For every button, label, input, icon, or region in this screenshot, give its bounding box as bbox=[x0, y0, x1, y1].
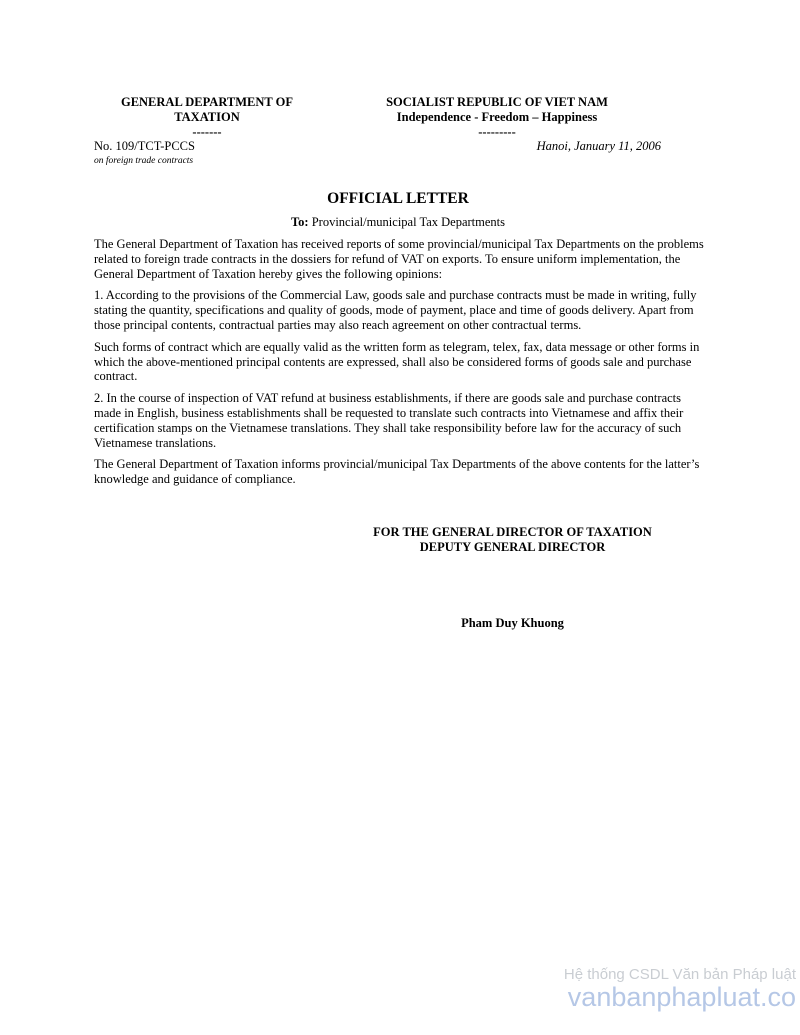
signer-name: Pham Duy Khuong bbox=[461, 616, 564, 630]
document-number: No. 109/TCT-PCCS bbox=[94, 139, 195, 153]
body-paragraph-intro: The General Department of Taxation has received reports of some provincial/municipal Tax Departments on the problems related to foreign trade contracts in the dossiers for refund of VAT on exports. To ensure uniform implementation, the General Department of Taxation hereby gives the following opinions: bbox=[94, 237, 704, 281]
country-name: SOCIALIST REPUBLIC OF VIET NAM bbox=[386, 95, 608, 109]
recipient-label: To: bbox=[290, 215, 309, 229]
signature-authority: FOR THE GENERAL DIRECTOR OF TAXATION bbox=[373, 525, 652, 539]
document-title: OFFICIAL LETTER bbox=[327, 190, 469, 207]
agency-name-line2: TAXATION bbox=[174, 110, 240, 124]
body-paragraph-closing: The General Department of Taxation informs provincial/municipal Tax Departments of the above contents for the latter’s knowledge and guidance of compliance. bbox=[94, 457, 700, 487]
watermark-line2: vanbanphapluat.co bbox=[567, 982, 796, 1012]
document-subject: on foreign trade contracts bbox=[94, 156, 194, 166]
issuing-agency-block bbox=[94, 95, 320, 140]
letter-body bbox=[94, 237, 706, 494]
body-paragraph-2: 2. In the course of inspection of VAT refund at business establishments, if there are goods sale and purchase contracts made in English, business establishments shall be requested to translate such contracts into Vietnamese and affix their certification stamps on the Vietnamese translations. They shall take responsibility before law for the accuracy of such Vietnamese translations. bbox=[94, 391, 684, 450]
national-motto: Independence - Freedom – Happiness bbox=[396, 110, 598, 124]
signature-block bbox=[355, 525, 670, 555]
body-paragraph-contract-forms: Such forms of contract which are equally valid as the written form as telegram, telex, fax, data message or other forms in which the above-mentioned principal contents are expressed, shall also be considered forms of goods sale and purchase contract. bbox=[94, 339, 700, 384]
watermark-line1: Hệ thống CSDL Văn bản Pháp luật bbox=[563, 966, 796, 983]
agency-name-line1: GENERAL DEPARTMENT OF bbox=[120, 95, 294, 109]
recipient-value: Provincial/municipal Tax Departments bbox=[311, 215, 506, 229]
body-paragraph-1: 1. According to the provisions of the Commercial Law, goods sale and purchase contracts must be made in writing, fully stating the quantity, specifications and quality of goods, mode of payment, place and time of goods delivery. Apart from those principal contents, contractual parties may also reach agreement on other contractual terms. bbox=[94, 288, 697, 332]
signature-title: DEPUTY GENERAL DIRECTOR bbox=[419, 540, 606, 554]
recipient-line bbox=[94, 215, 702, 230]
motto-separator: --------- bbox=[478, 125, 516, 139]
place-and-date: Hanoi, January 11, 2006 bbox=[536, 139, 661, 153]
agency-separator: ------- bbox=[192, 125, 222, 139]
national-title-block bbox=[355, 95, 639, 140]
